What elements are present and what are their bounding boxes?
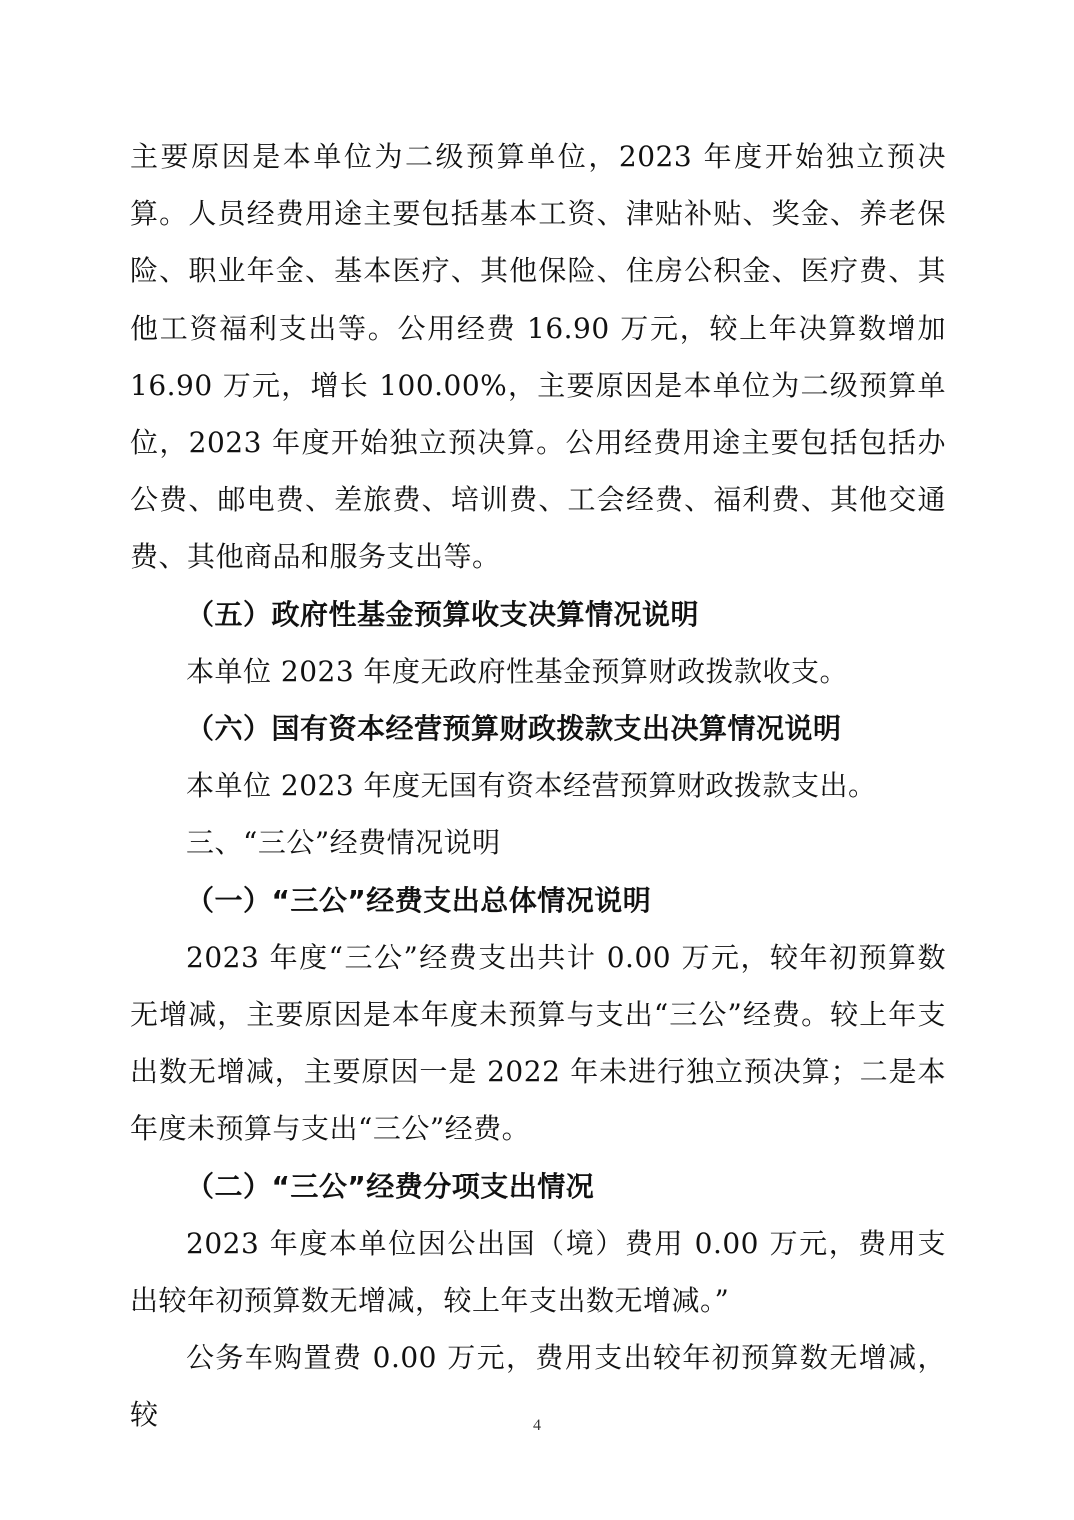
document-body (130, 128, 946, 1444)
body-paragraph: 2023 年度本单位因公出国（境）费用 0.00 万元，费用支出较年初预算数无增减，较上年支出数无增减。” (130, 1226, 946, 1318)
section-heading-government-fund: （五）政府性基金预算收支决算情况说明 (186, 597, 700, 631)
section-heading-state-capital: （六）国有资本经营预算财政拨款支出决算情况说明 (186, 712, 842, 746)
body-paragraph: 公务车购置费 0.00 万元，费用支出较年初预算数无增减，较 (130, 1341, 946, 1432)
body-paragraph: 本单位 2023 年度无国有资本经营预算财政拨款支出。 (186, 769, 877, 803)
chapter-heading-three-public: 三、“三公”经费情况说明 (186, 826, 501, 860)
body-paragraph: 2023 年度“三公”经费支出共计 0.00 万元，较年初预算数无增减，主要原因是本年度未预算与支出“三公”经费。较上年支出数无增减，主要原因一是 2022 年未进行独立预决算；二是本年度未预算与支出“三公”经费。 (130, 940, 946, 1146)
section-heading-itemized: （二）“三公”经费分项支出情况 (186, 1169, 595, 1203)
body-paragraph: 本单位 2023 年度无政府性基金预算财政拨款收支。 (186, 654, 849, 688)
page-number: 4 (533, 1417, 541, 1434)
body-paragraph: 主要原因是本单位为二级预算单位，2023 年度开始独立预决算。人员经费用途主要包括基本工资、津贴补贴、奖金、养老保险、职业年金、基本医疗、其他保险、住房公积金、医疗费、其他工资福利支出等。公用经费 16.90 万元，较上年决算数增加 16.90 万元，增长 100.00%，主要原因是本单位为二级预算单位，2023 年度开始独立预决算。公用经费用途主要包括包括办公费、邮电费、差旅费、培训费、工会经费、福利费、其他交通费、其他商品和服务支出等。 (130, 140, 946, 574)
section-heading-overall: （一）“三公”经费支出总体情况说明 (186, 883, 652, 917)
